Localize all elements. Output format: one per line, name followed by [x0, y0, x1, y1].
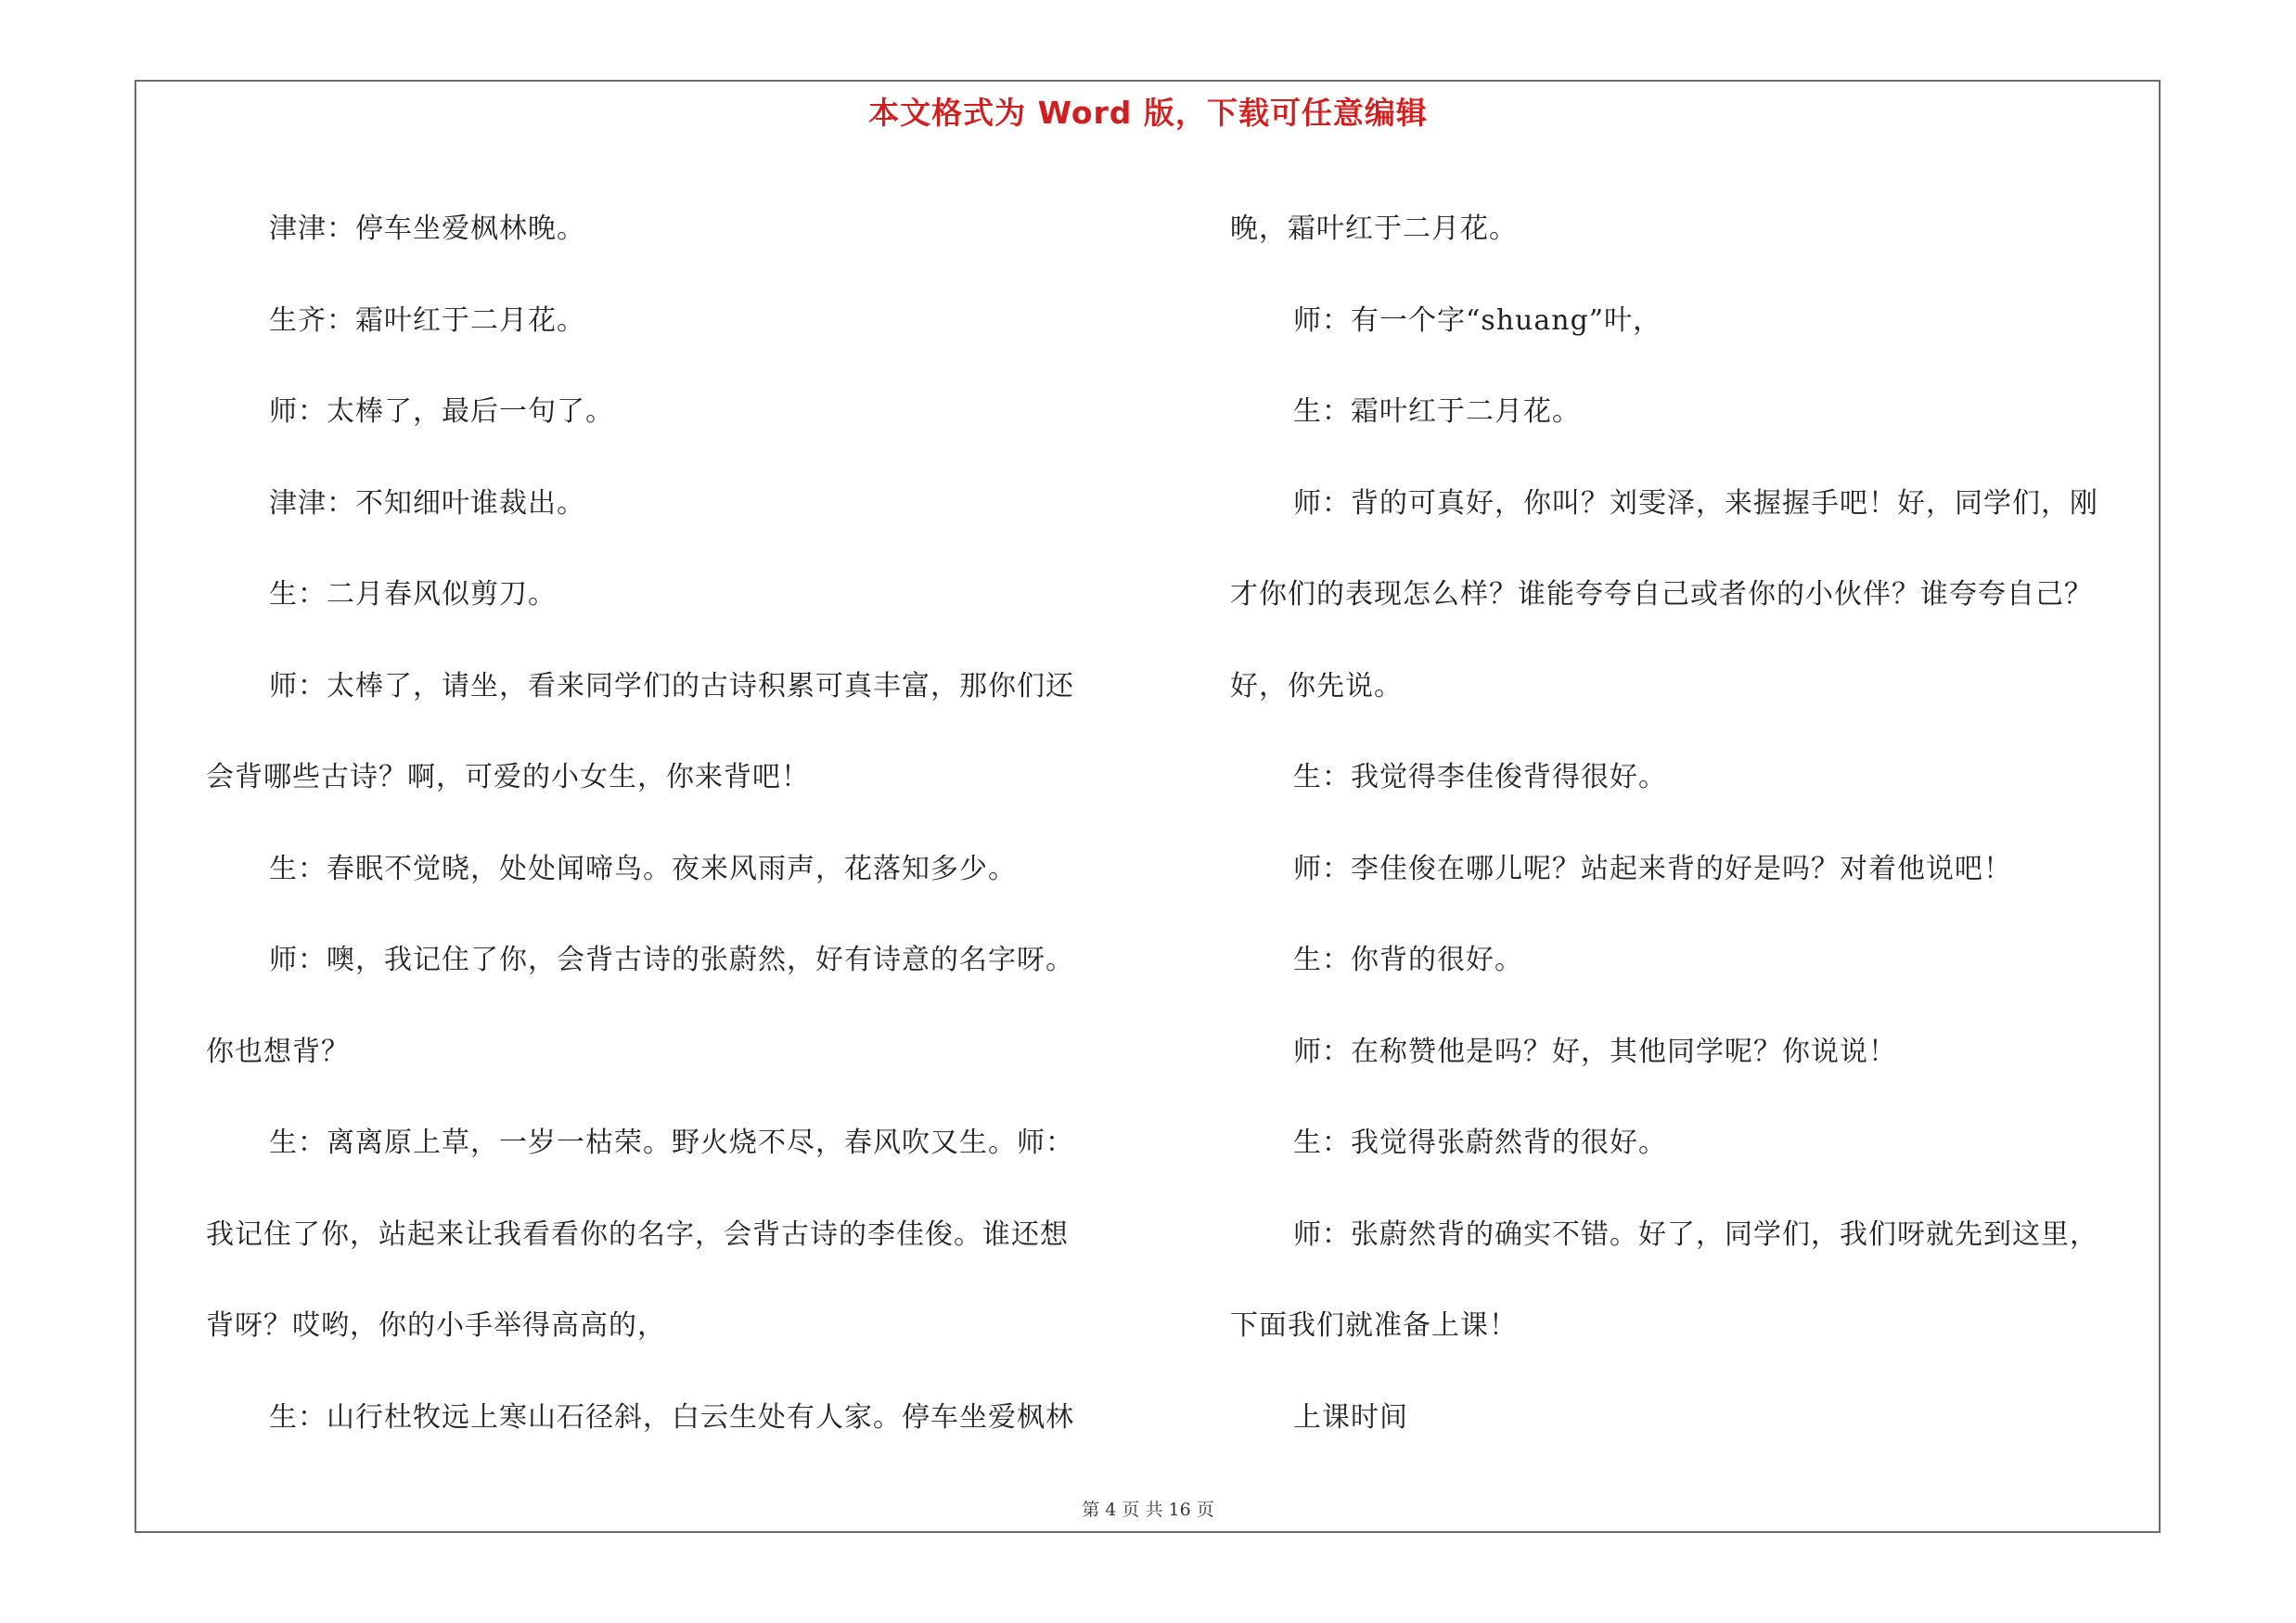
text-line: 师：太棒了，请坐，看来同学们的古诗积累可真丰富，那你们还 — [269, 669, 1074, 702]
text-line: 师：背的可真好，你叫？刘雯泽，来握握手吧！好，同学们，刚 — [1293, 486, 2098, 520]
text-line: 生：春眠不觉晓，处处闻啼鸟。夜来风雨声，花落知多少。 — [269, 852, 1017, 885]
left-column — [206, 184, 1189, 1463]
text-line: 生：我觉得张蔚然背的很好。 — [1293, 1127, 1667, 1159]
page-number: 第 4 页 共 16 页 — [1082, 1500, 1214, 1520]
text-line: 生齐：霜叶红于二月花。 — [269, 303, 585, 337]
text-line: 下面我们就准备上课！ — [1230, 1309, 1518, 1342]
text-line: 生：霜叶红于二月花。 — [1293, 395, 1581, 428]
text-line: 师：噢，我记住了你，会背古诗的张蔚然，好有诗意的名字呀。 — [269, 944, 1074, 976]
text-line: 才你们的表现怎么样？谁能夸夸自己或者你的小伙伴？谁夸夸自己？ — [1230, 578, 2093, 611]
text-line: 我记住了你，站起来让我看看你的名字，会背古诗的李佳俊。谁还想 — [206, 1217, 1069, 1251]
text-line: 背呀？哎哟，你的小手举得高高的， — [206, 1309, 666, 1342]
text-line: 你也想背？ — [206, 1035, 350, 1068]
text-line: 上课时间 — [1293, 1400, 1408, 1434]
text-line: 津津：停车坐爱枫林晚。 — [269, 213, 585, 245]
text-line: 师：在称赞他是吗？好，其他同学呢？你说说！ — [1293, 1035, 1897, 1068]
text-line: 生：二月春风似剪刀。 — [269, 578, 557, 611]
text-line: 生：我觉得李佳俊背得很好。 — [1293, 761, 1667, 793]
right-column — [1230, 184, 2186, 1463]
text-line: 生：离离原上草，一岁一枯荣。野火烧不尽，春风吹又生。师： — [269, 1127, 1074, 1159]
text-line: 师：有一个字“shuang”叶， — [1293, 303, 1662, 337]
document-banner: 本文格式为 Word 版，下载可任意编辑 — [868, 95, 1428, 131]
text-line: 晚，霜叶红于二月花。 — [1230, 213, 1518, 245]
text-line: 好，你先说。 — [1230, 669, 1403, 702]
text-line: 生：你背的很好。 — [1293, 944, 1523, 976]
text-line: 师：张蔚然背的确实不错。好了，同学们，我们呀就先到这里， — [1293, 1217, 2098, 1251]
text-line: 师：太棒了，最后一句了。 — [269, 395, 614, 428]
text-line: 津津：不知细叶谁裁出。 — [269, 486, 585, 520]
text-line: 生：山行杜牧远上寒山石径斜，白云生处有人家。停车坐爱枫林 — [269, 1400, 1074, 1434]
text-line: 师：李佳俊在哪儿呢？站起来背的好是吗？对着他说吧！ — [1293, 852, 2012, 885]
text-line: 会背哪些古诗？啊，可爱的小女生，你来背吧！ — [206, 761, 810, 793]
